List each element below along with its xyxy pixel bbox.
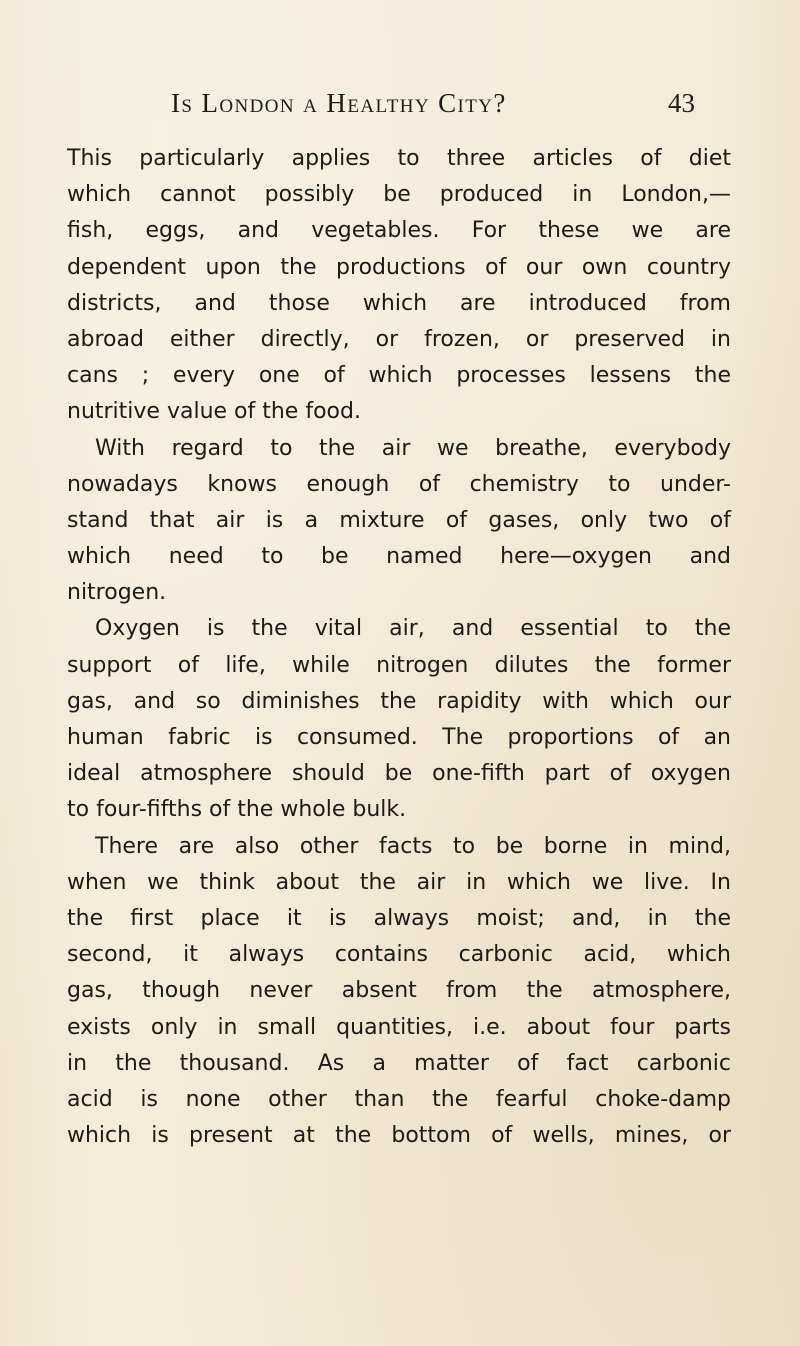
text-line: gas, and so diminishes the rapidity with which our [67, 688, 731, 714]
page-number: 43 [668, 88, 695, 118]
text-line: which is present at the bottom of wells, mines, or [67, 1123, 731, 1149]
text-line: second, it always contains carbonic acid, which [67, 942, 731, 968]
text-line: This particularly applies to three articles of diet [67, 146, 731, 171]
text-line: when we think about the air in which we live. In [67, 869, 731, 895]
text-line: support of life, while nitrogen dilutes the former [67, 652, 731, 678]
text-line: in the thousand. As a matter of fact carbonic [67, 1050, 731, 1076]
text-line: fish, eggs, and vegetables. For these we are [67, 218, 731, 244]
text-line: dependent upon the productions of our own country [67, 254, 731, 280]
body-text [67, 141, 731, 1154]
running-title: Is London a Healthy City? [171, 88, 507, 118]
text-line: the first place it is always moist; and, in the [67, 905, 731, 931]
running-head [0, 88, 800, 128]
text-line: which cannot possibly be produced in London,— [67, 182, 731, 208]
text-line: human fabric is consumed. The proportions of an [67, 725, 731, 750]
text-line: stand that air is a mixture of gases, only two of [67, 507, 731, 533]
text-line: gas, though never absent from the atmosphere, [67, 978, 731, 1004]
text-line: which need to be named here—oxygen and [67, 544, 731, 570]
text-line: nowadays knows enough of chemistry to under- [67, 471, 731, 497]
text-line: nutritive value of the food. [67, 399, 361, 425]
text-line: Oxygen is the vital air, and essential to the [95, 616, 731, 642]
text-line: abroad either directly, or frozen, or preserved in [67, 326, 731, 352]
text-line: cans ; every one of which processes lessens the [67, 363, 731, 389]
text-line: to four-fifths of the whole bulk. [67, 797, 407, 823]
text-line: ideal atmosphere should be one-fifth part of oxygen [67, 761, 731, 787]
text-line: With regard to the air we breathe, everybody [95, 435, 731, 461]
text-line: exists only in small quantities, i.e. about four parts [67, 1014, 731, 1040]
text-line: There are also other facts to be borne in mind, [95, 833, 731, 859]
text-line: acid is none other than the fearful choke-damp [67, 1086, 731, 1112]
text-line: districts, and those which are introduced from [67, 290, 731, 316]
text-line: nitrogen. [67, 580, 167, 606]
